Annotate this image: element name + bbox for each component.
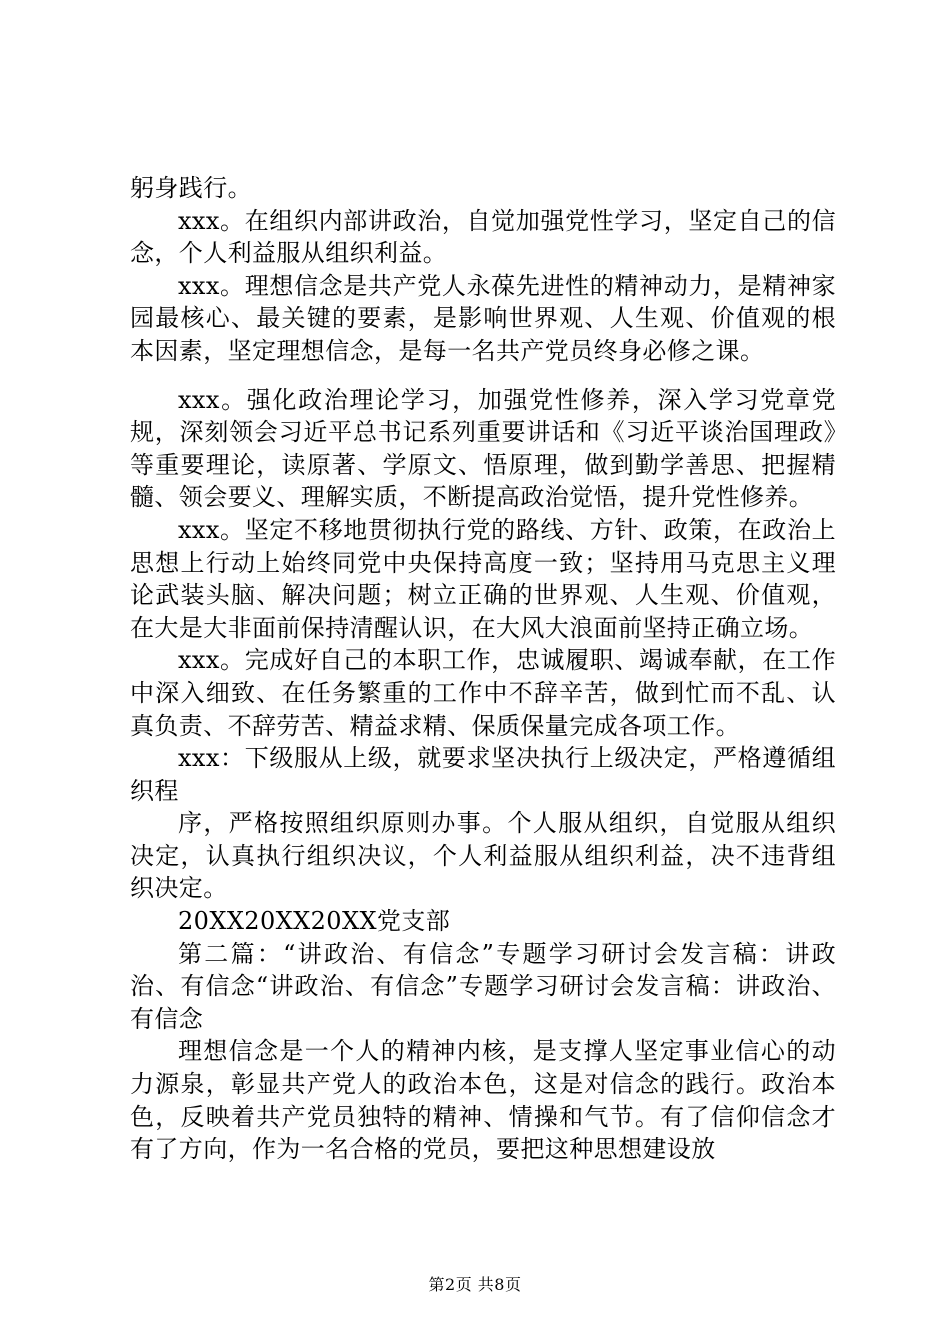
paragraph-6: xxx。完成好自己的本职工作，忠诚履职、竭诚奉献，在工作中深入细致、在任务繁重的工作中不辞辛苦，做到忙而不乱、认真负责、不辞劳苦、精益求精、保质保量完成各项工作。 [130, 646, 836, 740]
section-heading: 第二篇：“讲政治、有信念”专题学习研讨会发言稿：讲政治、有信念“讲政治、有信念”专题学习研讨会发言稿：讲政治、有信念 [130, 939, 836, 1033]
paragraph-8: 序，严格按照组织原则办事。个人服从组织，自觉服从组织决定，认真执行组织决议，个人利益服从组织利益，决不违背组织决定。 [130, 809, 836, 903]
paragraph-4: xxx。强化政治理论学习，加强党性修养，深入学习党章党规，深刻领会习近平总书记系列重要讲话和《习近平谈治国理政》等重要理论，读原著、学原文、悟原理，做到勤学善思、把握精髓、领会要义、理解实质，不断提高政治觉悟，提升党性修养。 [130, 385, 836, 512]
paragraph-3: xxx。理想信念是共产党人永葆先进性的精神动力，是精神家园最核心、最关键的要素，是影响世界观、人生观、价值观的根本因素，坚定理想信念，是每一名共产党员终身必修之课。 [130, 271, 836, 365]
paragraph-7: xxx：下级服从上级，就要求坚决执行上级决定，严格遵循组织程 [130, 744, 836, 805]
paragraph-2: xxx。在组织内部讲政治，自觉加强党性学习，坚定自己的信念，个人利益服从组织利益。 [130, 206, 836, 268]
paragraph-11: 理想信念是一个人的精神内核，是支撑人坚定事业信心的动力源泉，彰显共产党人的政治本色，这是对信念的践行。政治本色，反映着共产党员独特的精神、情操和气节。有了信仰信念才有了方向，作为一名合格的党员，要把这种思想建设放 [130, 1037, 836, 1164]
paragraph-1: 躬身践行。 [130, 174, 252, 202]
paragraph-spacer [130, 368, 836, 384]
document-body [130, 172, 836, 1166]
signature-line: 20XX20XX20XX党支部 [178, 907, 451, 936]
page-number-footer: 第2页 共8页 [428, 1275, 522, 1294]
paragraph-5: xxx。坚定不移地贯彻执行党的路线、方针、政策，在政治上思想上行动上始终同党中央保持高度一致；坚持用马克思主义理论武装头脑、解决问题；树立正确的世界观、人生观、价值观，在大是大非面前保持清醒认识，在大风大浪面前坚持正确立场。 [130, 515, 836, 642]
